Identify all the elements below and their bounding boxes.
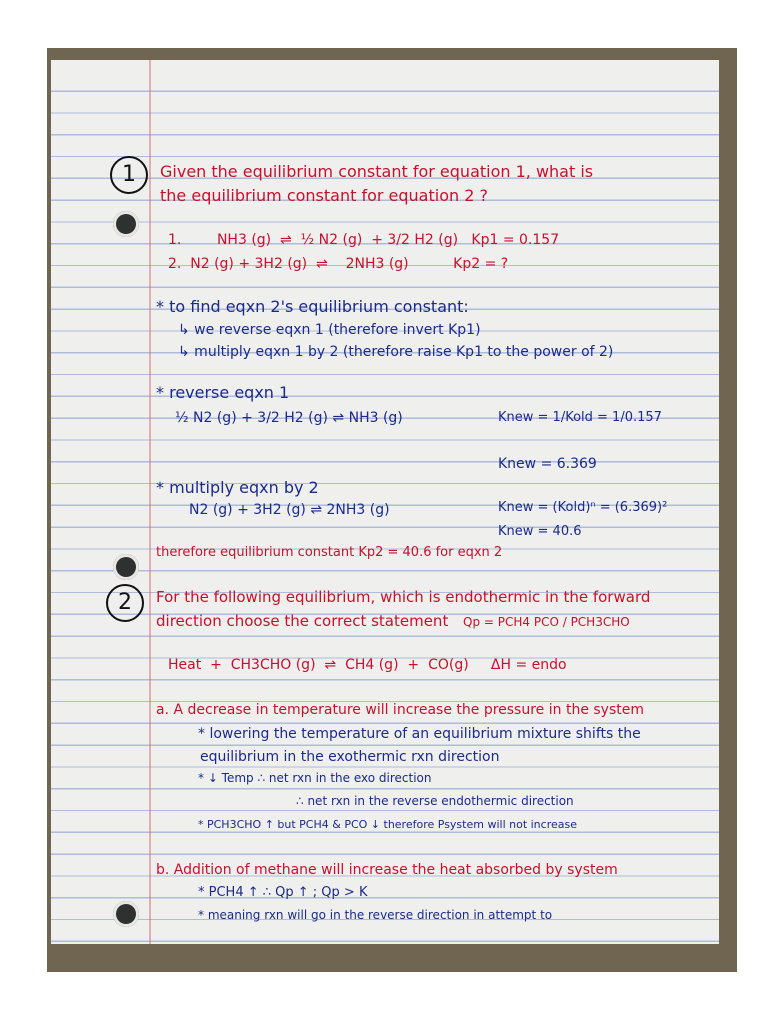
reverse-equation: ½ N2 (g) + 3/2 H2 (g) ⇌ NH3 (g) xyxy=(175,410,403,426)
multiply-heading: * multiply eqxn by 2 xyxy=(156,478,319,497)
option-a-note-1: * lowering the temperature of an equilibrium mixture shifts the xyxy=(198,726,641,742)
option-a-note-5: * PCH3CHO ↑ but PCH4 & PCO ↓ therefore Psystem will not increase xyxy=(198,818,577,831)
reverse-heading: * reverse eqxn 1 xyxy=(156,383,290,402)
q1-prompt-line-2: the equilibrium constant for equation 2 ? xyxy=(160,186,488,205)
option-a-note-2: equilibrium in the exothermic rxn direction xyxy=(200,749,500,765)
reverse-k-expression: Knew = 1/Kold = 1/0.157 xyxy=(498,410,662,425)
option-a-statement: a. A decrease in temperature will increase the pressure in the system xyxy=(156,702,644,718)
option-b-note-1: * PCH4 ↑ ∴ Qp ↑ ; Qp > K xyxy=(198,885,368,900)
q1-prompt-line-1: Given the equilibrium constant for equation 1, what is xyxy=(160,162,594,181)
multiply-equation: N2 (g) + 3H2 (g) ⇌ 2NH3 (g) xyxy=(189,502,390,518)
notebook-page xyxy=(51,60,719,944)
binder-hole xyxy=(113,554,139,580)
question-number-1: 1 xyxy=(110,156,148,194)
binder-hole xyxy=(113,901,139,927)
q1-equation-1: 1. NH3 (g) ⇌ ½ N2 (g) + 3/2 H2 (g) Kp1 = 0.157 xyxy=(168,232,560,248)
find-step-reverse: ↳ we reverse eqxn 1 (therefore invert Kp1) xyxy=(178,322,481,338)
q2-prompt-line-1: For the following equilibrium, which is endothermic in the forward xyxy=(156,588,651,606)
q2-prompt-line-2: direction choose the correct statement xyxy=(156,612,449,630)
option-a-note-3: * ↓ Temp ∴ net rxn in the exo direction xyxy=(198,771,432,785)
option-b-statement: b. Addition of methane will increase the heat absorbed by system xyxy=(156,862,618,878)
q1-equation-2: 2. N2 (g) + 3H2 (g) ⇌ 2NH3 (g) Kp2 = ? xyxy=(168,256,509,272)
find-step-multiply: ↳ multiply eqxn 1 by 2 (therefore raise Kp1 to the power of 2) xyxy=(178,344,614,360)
q2-qp-expression: Qp = PCH4 PCO / PCH3CHO xyxy=(463,615,630,629)
q2-reaction: Heat + CH3CHO (g) ⇌ CH4 (g) + CO(g) ΔH = endo xyxy=(168,657,567,673)
option-b-note-2: * meaning rxn will go in the reverse direction in attempt to xyxy=(198,908,553,922)
reverse-k-result: Knew = 6.369 xyxy=(498,456,597,472)
multiply-k-result: Knew = 40.6 xyxy=(498,524,582,539)
find-constant-heading: * to find eqxn 2's equilibrium constant: xyxy=(156,297,469,316)
q1-conclusion: therefore equilibrium constant Kp2 = 40.6 for eqxn 2 xyxy=(156,545,503,560)
binder-hole xyxy=(113,211,139,237)
option-a-note-4: ∴ net rxn in the reverse endothermic direction xyxy=(296,794,574,808)
multiply-k-expression: Knew = (Kold)ⁿ = (6.369)² xyxy=(498,500,668,515)
question-number-2: 2 xyxy=(106,584,144,622)
